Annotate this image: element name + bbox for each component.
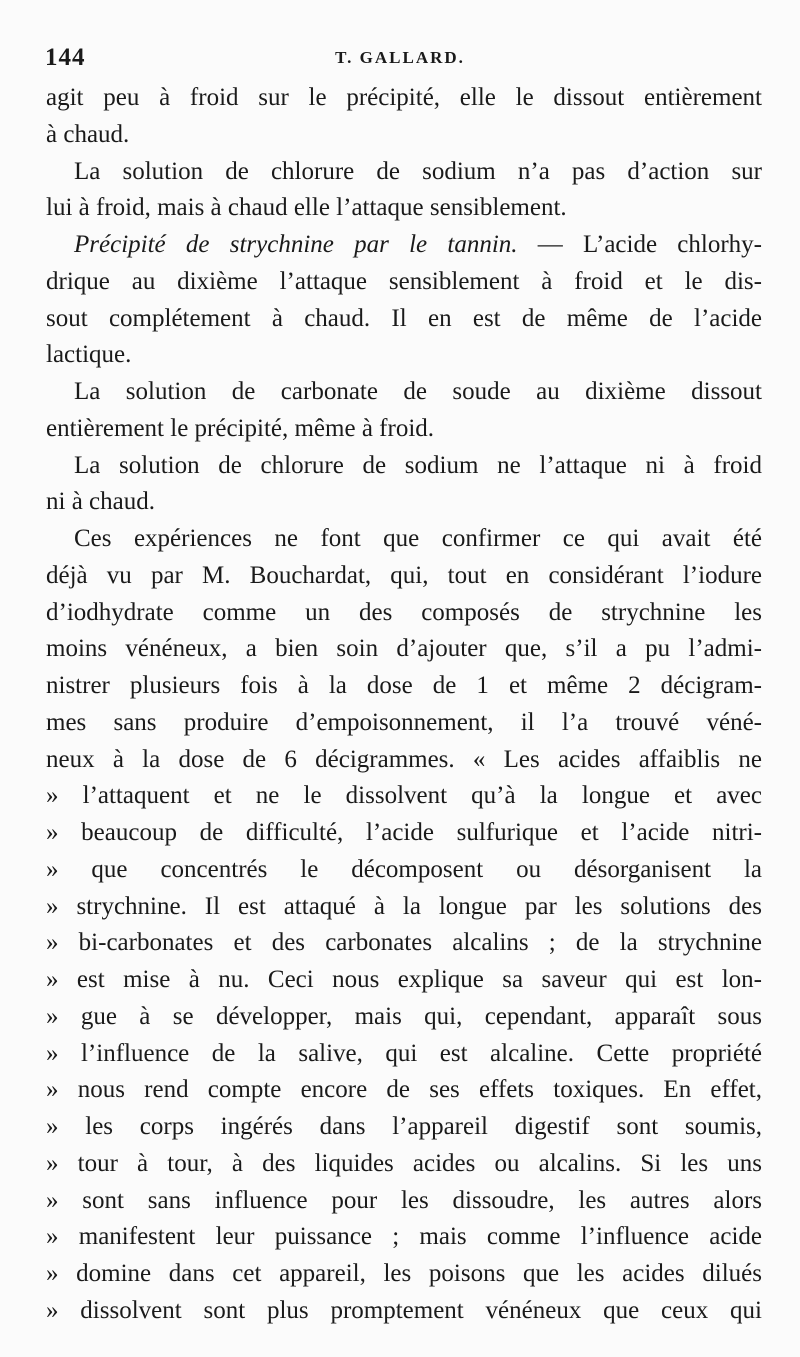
text-line: sout complétement à chaud. Il en est de même de l’acide (46, 304, 762, 332)
text-line: La solution de chlorure de sodium ne l’attaque ni à froid (74, 451, 762, 479)
section-heading-rest: — L’acide chlorhy- (517, 231, 762, 258)
text-line: lactique. (46, 341, 132, 369)
text-line: » l’influence de la salive, qui est alcaline. Cette propriété (46, 1039, 762, 1067)
text-line: agit peu à froid sur le précipité, elle le dissout entièrement (46, 84, 762, 111)
text-line: La solution de carbonate de soude au dixième dissout (74, 378, 762, 405)
text-line: moins vénéneux, a bien soin d’ajouter que, s’il a pu l’admi- (46, 635, 762, 663)
running-head: T. GALLARD. (335, 48, 465, 67)
text-line: » beaucoup de difficulté, l’acide sulfurique et l’acide nitri- (46, 819, 762, 846)
text-line: lui à froid, mais à chaud elle l’attaque sensiblement. (46, 194, 567, 222)
page-number: 144 (45, 44, 86, 71)
text-line: mes sans produire d’empoisonnement, il l’a trouvé véné- (46, 708, 762, 736)
text-line: La solution de chlorure de sodium n’a pas d’action sur (74, 157, 762, 185)
text-line: » les corps ingérés dans l’appareil digestif sont soumis, (46, 1113, 762, 1140)
text-line: entièrement le précipité, même à froid. (46, 414, 435, 442)
page-header (45, 44, 755, 74)
text-line: neux à la dose de 6 décigrammes. « Les acides affaiblis ne (46, 745, 762, 773)
text-line: déjà vu par M. Bouchardat, qui, tout en considérant l’iodure (46, 561, 762, 589)
text-line: nistrer plusieurs fois à la dose de 1 et même 2 décigram- (46, 672, 762, 699)
text-line: » domine dans cet appareil, les poisons que les acides dilués (46, 1260, 762, 1287)
text-line: d’iodhydrate comme un des composés de strychnine les (46, 598, 762, 626)
body-text (46, 80, 762, 1330)
text-line: » l’attaquent et ne le dissolvent qu’à la longue et avec (46, 782, 762, 810)
text-line: » nous rend compte encore de ses effets toxiques. En effet, (46, 1076, 762, 1104)
text-line: » que concentrés le décomposent ou désorganisent la (46, 855, 762, 883)
text-line: à chaud. (46, 120, 130, 148)
text-line: » manifestent leur puissance ; mais comme l’influence acide (46, 1223, 762, 1251)
text-line: » dissolvent sont plus promptement vénéneux que ceux qui (46, 1296, 762, 1324)
text-line (46, 227, 762, 264)
text-line: » gue à se développer, mais qui, cependant, apparaît sous (46, 1002, 762, 1030)
text-line: » bi-carbonates et des carbonates alcalins ; de la strychnine (46, 929, 762, 957)
text-line: » strychnine. Il est attaqué à la longue par les solutions des (46, 892, 762, 920)
text-line: » est mise à nu. Ceci nous explique sa saveur qui est lon- (46, 966, 762, 993)
text-line: » tour à tour, à des liquides acides ou alcalins. Si les uns (46, 1149, 762, 1177)
section-heading: Précipité de strychnine par le tannin. (74, 231, 518, 258)
text-line: Ces expériences ne font que confirmer ce qui avait été (74, 525, 762, 552)
text-line: drique au dixième l’attaque sensiblement à froid et le dis- (46, 267, 762, 295)
text-line: ni à chaud. (46, 488, 155, 516)
text-line: » sont sans influence pour les dissoudre, les autres alors (46, 1186, 762, 1214)
